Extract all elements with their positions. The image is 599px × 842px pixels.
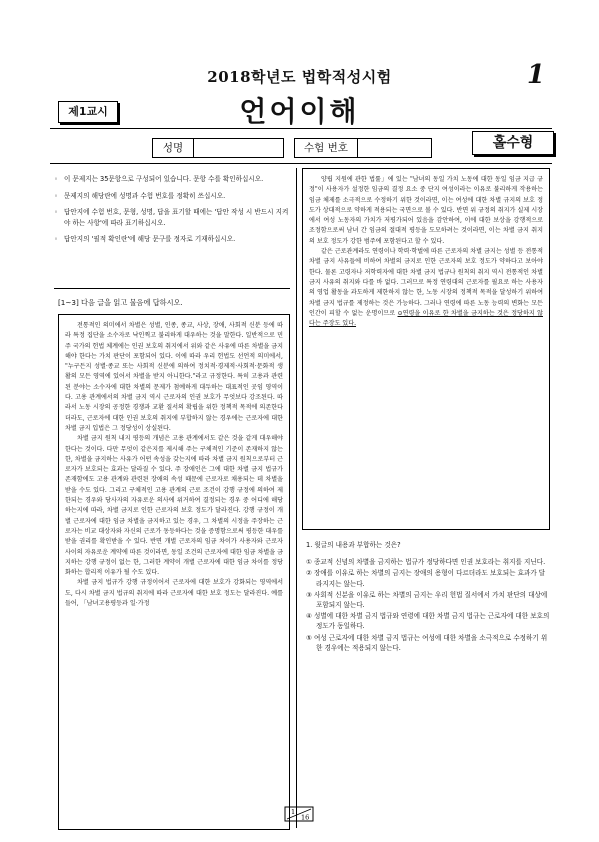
exam-number-label: 수험 번호	[295, 139, 358, 157]
passage-paragraph: 양립 지원에 관한 법률」에 있는 "남녀의 동일 가치 노동에 대한 동일 임금 지급 규정"이 사용자가 설정한 임금의 결정 요소 중 단지 여성이라는 이유로 불리하게 작용하는 임금 체제를 소극적으로 수정하기 위한 것이라면, 이는 여성에 대한 차별 규지의 보호 정도가 상대적으로 약하게 적용되는 국면으로 볼 수 있다. 반면 위 규정의 취지가 실제 시장에서 여성 노동자의 가치가 저평가되어 있음을 감안하여, 이에 대한 보상을 강행적으로 조정함으로써 남녀 간 임금의 절대적 평등을 도모하려는 것이라면, 이는 차별 금지 취지의 보호 정도가 강한 범주에 포함된다고 할 수 있다.	[309, 176, 543, 245]
page-current: 1	[291, 808, 296, 816]
passage-box-right	[302, 168, 550, 530]
answer-choice[interactable]: ① 종교적 신념의 차별을 금지하는 법규가 정당하다면 인권 보호라는 취지를 지닌다.	[306, 558, 546, 567]
header-divider	[50, 128, 552, 129]
answer-choice[interactable]: ⑤ 여성 근로자에 대한 차별 금지 법규는 여성에 대한 차별을 소극적으로 수정하기 위한 경우에는 적용되지 않는다.	[306, 633, 548, 652]
page-number: 1	[526, 60, 545, 90]
passage-paragraph	[309, 247, 543, 329]
column-divider	[296, 168, 297, 828]
name-field[interactable]	[152, 138, 284, 158]
notice-item: ◦ 문제지의 해당란에 성명과 수험 번호를 정확히 쓰십시오.	[54, 191, 290, 202]
page-total: 16	[301, 813, 310, 822]
page-fraction-icon	[284, 806, 314, 822]
exam-title: 2018학년도 법학적성시험	[207, 68, 392, 86]
subject-title: 언어이해	[239, 95, 360, 128]
passage-box-left	[58, 314, 290, 830]
session-badge: 제1교시	[58, 101, 118, 123]
underlined-claim: ⊙연령을 이유로 한 차별을 금지하는 것은 정당하지 않다는 주장도 있다.	[309, 309, 543, 328]
passage-paragraph: 차별 금지 법규가 강행 규정이어서 근로자에 대한 보호가 강화되는 영역에서도, 다시 차별 금지 법규의 취지에 따라 근로자에 대한 보호 정도는 달라진다. 예를 들어, 「남녀고용평등과 일·가정	[65, 579, 283, 608]
passage-paragraph: 전통적인 의미에서 차별은 성별, 인종, 종교, 사상, 장애, 사회적 신분 등에 따라 특정 집단을 소수자로 낙인찍고 불리하게 대우하는 것을 말한다. 일반적으로 민주 국가의 헌법 체계에는 인권 보호의 취지에서 위와 같은 사유에 따른 차별을 금지해야 한다는 가치 판단이 포함되어 있다. 이에 따라 우리 헌법도 선언적 의미에서, "누구든지 성별·종교 또는 사회적 신분에 의하여 정치적·경제적·사회적·문화적 생활의 모든 영역에 있어서 차별을 받지 아니한다."라고 규정한다. 특히 고용과 관련된 분야는 소수자에 대한 차별의 문제가 첨예하게 대두하는 대표적인 곳임 영역이다. 고용 관계에서의 차별 금지 역시 근로자의 인권 보호가 무엇보다 강조된다. 따라서 노동 시장의 공정한 경쟁과 교환 질서의 확립을 위한 정책적 목적에 의존한다더라도, 근로자에 대한 인권 보호의 취지에 부합하지 않는 경우에는 근로자에 대한 차별 금지 입법은 그 정당성이 상실된다.	[65, 322, 283, 432]
section-divider	[50, 163, 552, 164]
notice-item: ◦ 이 문제지는 35문항으로 구성되어 있습니다. 문항 수를 확인하십시오.	[54, 174, 290, 185]
notice-item: ◦ 답안지의 '필적 확인란'에 해당 문구를 정자로 기재하십시오.	[54, 234, 290, 245]
question-stem: 1. 윗글의 내용과 부합하는 것은?	[306, 541, 401, 549]
exam-type-badge: 홀수형	[472, 131, 554, 155]
passage-paragraph: 차별 금지 원칙 내지 평등의 개념은 고용 관계에서도 같은 것을 같게 대우해야 한다는 것이다. 다만 무엇이 같은지를 제시해 주는 구체적인 기준이 존재하지 않는 한, 차별을 금지하는 사유가 어떤 속성을 갖는지에 따라 차별 금지 원칙으로부터 근로자가 보호되는 효과는 달라질 수 있다. 주 장애인은 그에 대한 차별 금지 법규가 존재함에도 고용 관계와 관련된 장애의 속성 때문에 근로자로 채용되는 데 차별을 받을 수도 있다. 그리고 구체적인 고용 관계의 근로 조건이 강행 규정에 의하여 제한되는 경우와 당사자의 자유로운 의사에 위거하여 결정되는 경우 중 어디에 해당하는지에 따라, 차별 금지로 인한 근로자의 보호 정도가 달라진다. 강행 규정이 개별 근로자에 대한 임금 차별을 금지하고 있는 경우, 그 차별의 시정을 주장하는 근로자는 비교 대상자와 자신의 근로가 동등하다는 것을 증명함으로써 평등한 대우를 받을 권리를 확인받을 수 있다. 반면 개별 근로자의 임금 차이가 사용자와 근로자 사이의 자유로운 계약에 따른 것이라면, 동일 조건의 근로자에 대한 임금 차별을 금지하는 강행 규정이 없는 한, 그러한 계약이 개별 근로자에 대한 임금 차이를 정당화하는 합리적 이유가 될 수도 있다.	[65, 435, 283, 577]
passage-text: 같은 근로관계라도 연령이나 학력·학벌에 따른 근로자의 차별 금지는 성별 등 전통적 차별 금지 사유들에 비하여 차별의 금지로 인한 근로자의 보호 정도가 약하다고 보아야 한다. 물론 고령자나 저학력자에 대한 차별 금지 법규나 원칙의 취지 역시 전통적인 차별 금지 사유의 취지와 다를 바 없다. 그러므로 특정 연령대의 근로자를 필요로 하는 사용자의 영업 활동을 과도하게 제한하지 않는 한, 노동 시장의 정책적 목적을 달성하기 위하여 차별 금지 법규를 제정하는 것은 가능하다. 그러나 연령에 따른 노동 능력의 변화는 모든 인간이 피할 수 없는 운명이므로	[309, 248, 543, 317]
answer-choice[interactable]: ④ 성별에 대한 차별 금지 법규와 연령에 대한 차별 금지 법규는 근로자에 대한 보호의 정도가 동일하다.	[306, 612, 550, 631]
name-label: 성명	[153, 139, 194, 157]
exam-number-field[interactable]	[294, 138, 432, 158]
notice-divider	[54, 288, 290, 289]
notice-list	[54, 174, 290, 251]
page-counter	[284, 806, 314, 822]
answer-choice[interactable]: ② 장애를 이유로 하는 차별의 금지는 장애의 용형이 다르더라도 보호되는 효과가 달라지지는 않는다.	[306, 569, 546, 588]
instructions: [1~3] 다음 글을 읽고 물음에 답하시오.	[58, 298, 183, 307]
notice-item: ◦ 답안지에 수험 번호, 문형, 성명, 답을 표기할 때에는 '답안 작성 시 반드시 지켜야 하는 사항'에 따라 표기하십시오.	[54, 207, 290, 228]
answer-choice[interactable]: ③ 사회적 신분을 이유로 하는 차별의 금지는 우리 헌법 질서에서 가치 판단의 대상에 포함되지 않는다.	[306, 590, 548, 610]
question-1	[306, 540, 550, 654]
